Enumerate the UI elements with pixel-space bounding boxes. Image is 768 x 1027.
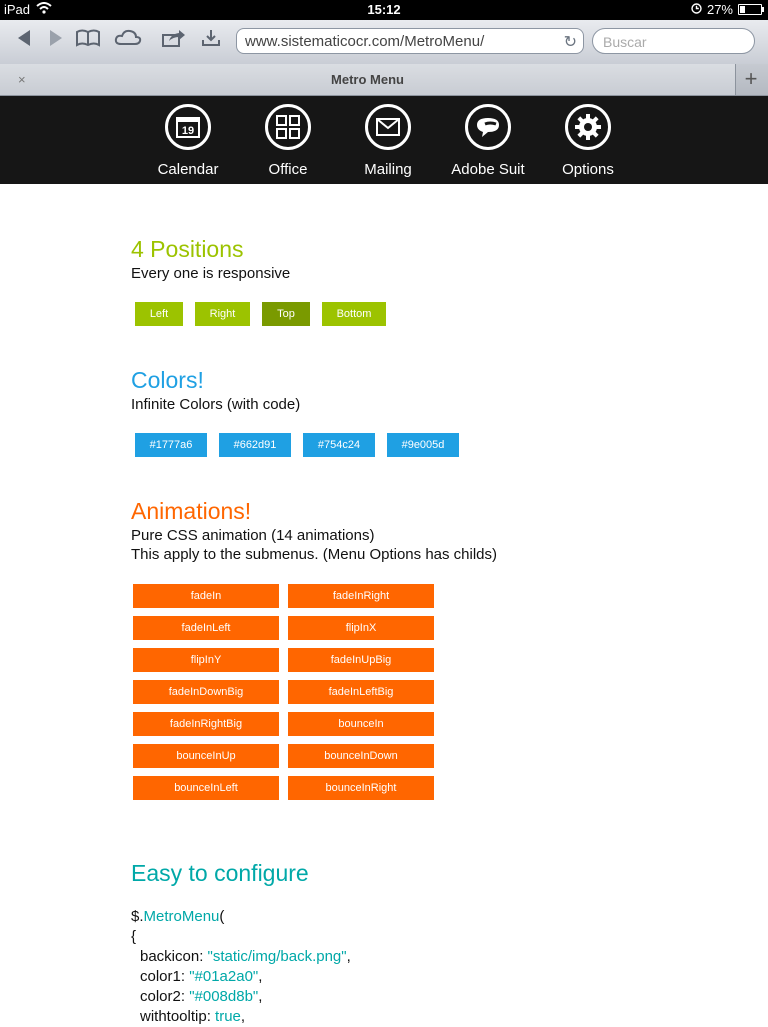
share-icon[interactable]: [160, 28, 188, 54]
menu-label-calendar: Calendar: [157, 161, 219, 178]
gear-icon: [565, 104, 611, 150]
configure-heading: Easy to configure: [131, 860, 309, 886]
calendar-icon: [165, 104, 211, 150]
reload-icon[interactable]: ↻: [563, 34, 577, 51]
animation-buttons: [133, 584, 434, 800]
back-icon[interactable]: [10, 28, 38, 54]
menu-label-office: Office: [268, 161, 308, 178]
code-line: $.MetroMenu(: [131, 908, 225, 925]
animations-subtitle-2: This apply to the submenus. (Menu Options has childs): [131, 546, 498, 563]
position-bottom-button[interactable]: Bottom: [322, 302, 386, 326]
animation-button[interactable]: bounceIn: [288, 712, 434, 736]
menu-label-adobe-suit: Adobe Suit: [451, 161, 525, 178]
menu-item-mailing[interactable]: [338, 104, 438, 178]
cloud-icon[interactable]: [114, 28, 142, 54]
code-line: color2: "#008d8b",: [140, 988, 263, 1005]
mail-icon: [365, 104, 411, 150]
menu-label-options: Options: [562, 161, 614, 178]
battery-icon: [738, 4, 762, 15]
close-tab-icon[interactable]: ×: [18, 72, 26, 87]
menu-label-mailing: Mailing: [364, 161, 412, 178]
battery-percent: 27%: [706, 2, 733, 17]
code-line: backicon: "static/img/back.png",: [140, 948, 351, 965]
code-line: withtooltip: true,: [140, 1008, 246, 1025]
animation-button[interactable]: fadeInLeft: [133, 616, 279, 640]
menu-item-office[interactable]: [238, 104, 338, 178]
animation-button[interactable]: bounceInRight: [288, 776, 434, 800]
animations-subtitle: Pure CSS animation (14 animations): [131, 527, 375, 544]
animation-button[interactable]: bounceInLeft: [133, 776, 279, 800]
animation-button[interactable]: fadeInUpBig: [288, 648, 434, 672]
color-button[interactable]: #9e005d: [387, 433, 459, 457]
metro-menu-bar: [0, 96, 768, 184]
menu-item-calendar[interactable]: [138, 104, 238, 178]
code-line: color1: "#01a2a0",: [140, 968, 263, 985]
code-line: {: [131, 928, 137, 945]
position-left-button[interactable]: Left: [135, 302, 183, 326]
animation-button[interactable]: flipInX: [288, 616, 434, 640]
menu-item-adobe-suit[interactable]: [438, 104, 538, 178]
search-input[interactable]: Buscar: [592, 28, 755, 54]
tab-title: Metro Menu: [331, 72, 404, 87]
animation-button[interactable]: fadeInRight: [288, 584, 434, 608]
animation-button[interactable]: flipInY: [133, 648, 279, 672]
animation-button[interactable]: bounceInDown: [288, 744, 434, 768]
address-bar[interactable]: [236, 28, 584, 54]
config-code-block: [131, 907, 551, 1027]
calendar-day: 19: [181, 125, 195, 137]
animations-heading: Animations!: [131, 498, 252, 524]
colors-subtitle: Infinite Colors (with code): [131, 396, 301, 413]
browser-toolbar: [0, 20, 768, 65]
position-right-button[interactable]: Right: [195, 302, 250, 326]
color-button[interactable]: #662d91: [219, 433, 291, 457]
positions-subtitle: Every one is responsive: [131, 265, 291, 282]
animation-button[interactable]: fadeInRightBig: [133, 712, 279, 736]
animation-button[interactable]: fadeInDownBig: [133, 680, 279, 704]
color-button[interactable]: #1777a6: [135, 433, 207, 457]
office-icon: [265, 104, 311, 150]
tab-bar: [0, 64, 768, 96]
forward-icon[interactable]: [42, 28, 70, 54]
color-button[interactable]: #754c24: [303, 433, 375, 457]
positions-heading: 4 Positions: [131, 236, 244, 262]
adobe-icon: [465, 104, 511, 150]
menu-item-options[interactable]: [538, 104, 638, 178]
status-time: 15:12: [367, 2, 401, 17]
download-icon[interactable]: [197, 28, 225, 54]
animation-button[interactable]: fadeInLeftBig: [288, 680, 434, 704]
new-tab-icon[interactable]: +: [744, 66, 758, 91]
status-bar: [0, 0, 768, 20]
url-text: www.sistematicocr.com/MetroMenu/: [245, 33, 485, 50]
animation-button[interactable]: fadeIn: [133, 584, 279, 608]
colors-heading: Colors!: [131, 367, 204, 393]
position-top-button[interactable]: Top: [262, 302, 310, 326]
lock-rotation-icon: [691, 2, 702, 17]
tab-metro-menu[interactable]: [0, 64, 736, 95]
bookmarks-icon[interactable]: [74, 28, 102, 54]
device-label: iPad: [4, 2, 31, 17]
animation-button[interactable]: bounceInUp: [133, 744, 279, 768]
